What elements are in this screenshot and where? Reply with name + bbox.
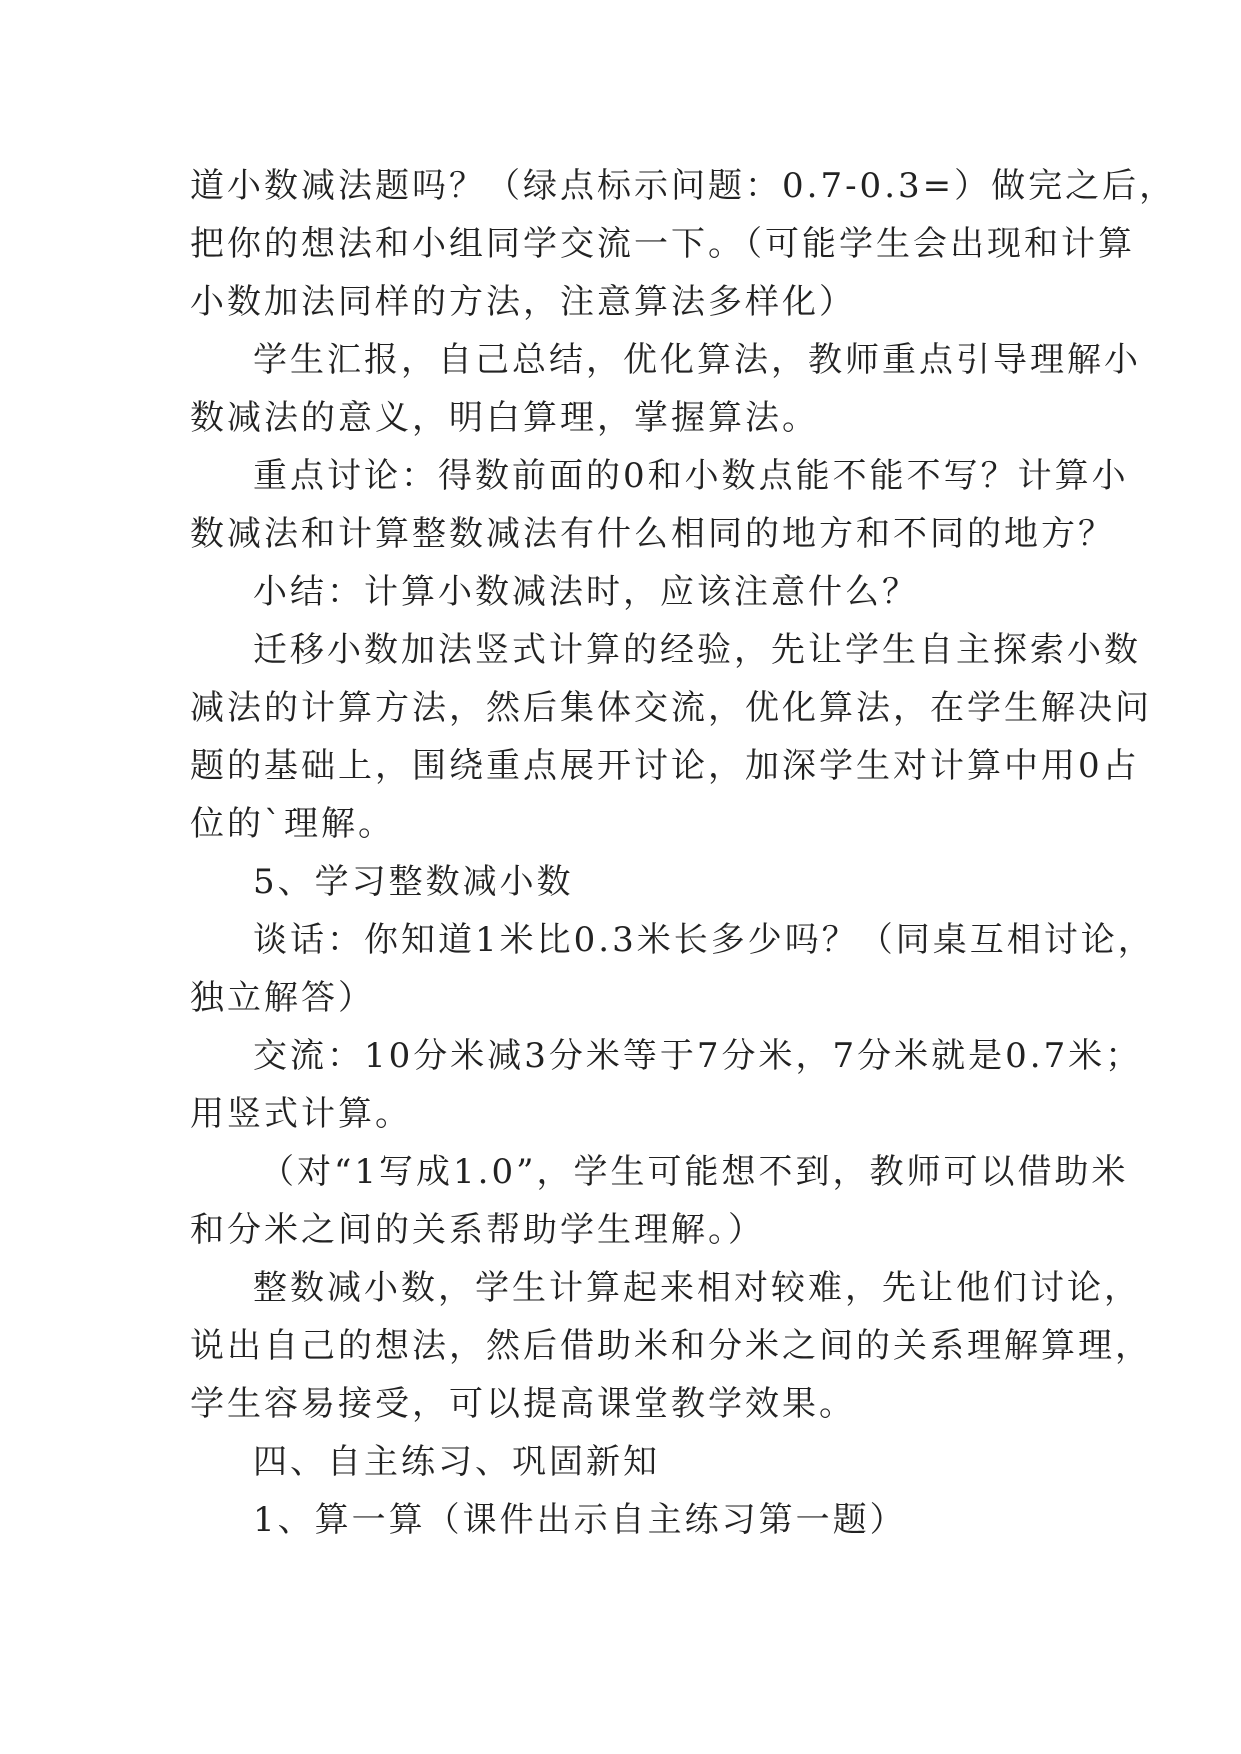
text-line-2: 把你的想法和小组同学交流一下。（可能学生会出现和计算: [190, 224, 1135, 264]
text-line-14: 谈话：你知道1米比0.3米长多少吗？（同桌互相讨论，: [253, 920, 1155, 960]
text-line-9: 迁移小数加法竖式计算的经验，先让学生自主探索小数: [253, 630, 1141, 670]
text-line-11: 题的基础上，围绕重点展开讨论，加深学生对计算中用0占: [190, 746, 1140, 786]
text-line-1: 道小数减法题吗？（绿点标示问题：0.7-0.3=）做完之后，: [190, 166, 1177, 206]
text-line-6: 重点讨论：得数前面的0和小数点能不能不写？计算小: [253, 456, 1129, 496]
text-line-20: 整数减小数，学生计算起来相对较难，先让他们讨论，: [253, 1268, 1141, 1308]
text-line-21: 说出自己的想法，然后借助米和分米之间的关系理解算理，: [190, 1326, 1152, 1366]
text-line-3: 小数加法同样的方法，注意算法多样化）: [190, 282, 856, 322]
text-line-12: 位的`理解。: [190, 804, 395, 844]
text-line-22: 学生容易接受，可以提高课堂教学效果。: [190, 1384, 856, 1424]
text-line-15: 独立解答）: [190, 978, 375, 1018]
text-line-18: （对“1写成1.0”，学生可能想不到，教师可以借助米: [260, 1152, 1129, 1192]
text-line-4: 学生汇报，自己总结，优化算法，教师重点引导理解小: [253, 340, 1141, 380]
text-line-19: 和分米之间的关系帮助学生理解。）: [190, 1210, 765, 1250]
text-line-8: 小结：计算小数减法时，应该注意什么？: [253, 572, 919, 612]
subsection-heading-1: 1、算一算（课件出示自主练习第一题）: [253, 1500, 907, 1540]
text-line-17: 用竖式计算。: [190, 1094, 412, 1134]
section-heading-4: 四、自主练习、巩固新知: [253, 1442, 660, 1482]
text-line-7: 数减法和计算整数减法有什么相同的地方和不同的地方？: [190, 514, 1115, 554]
text-line-10: 减法的计算方法，然后集体交流，优化算法，在学生解决问: [190, 688, 1152, 728]
text-line-5: 数减法的意义，明白算理，掌握算法。: [190, 398, 819, 438]
text-line-16: 交流：10分米减3分米等于7分米，7分米就是0.7米；: [253, 1036, 1143, 1076]
section-heading-5: 5、学习整数减小数: [253, 862, 574, 902]
